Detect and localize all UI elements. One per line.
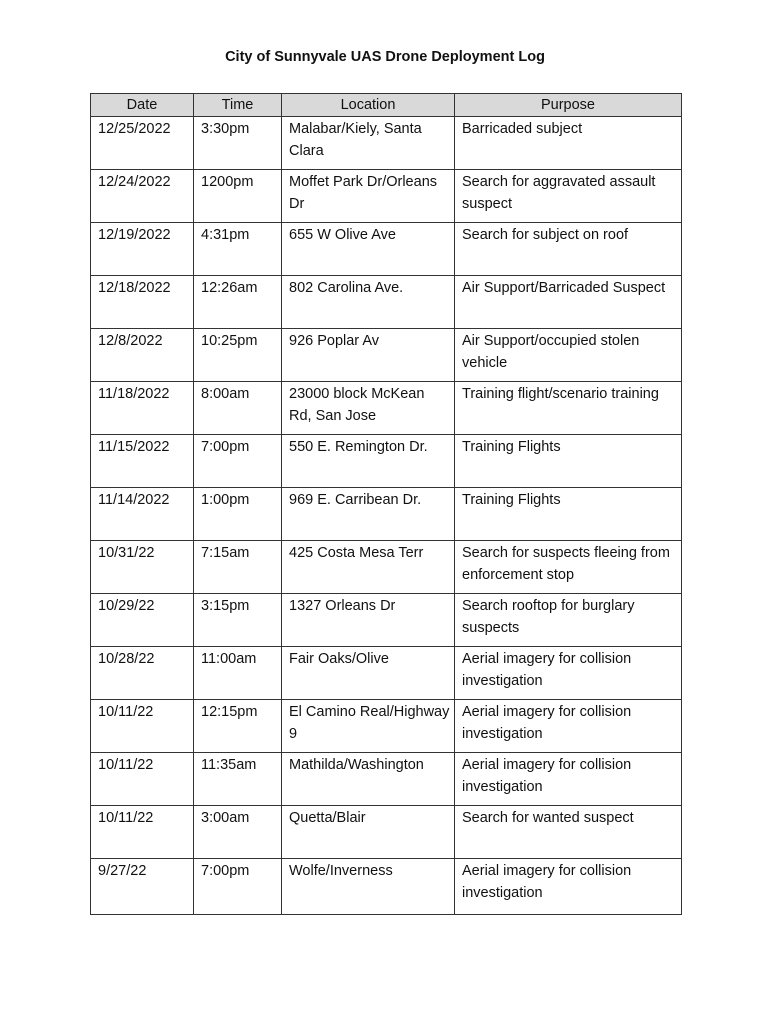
cell-date: 10/11/22 [91, 753, 194, 806]
cell-location: 926 Poplar Av [282, 329, 455, 382]
table-row [91, 753, 682, 806]
cell-time: 3:00am [194, 806, 282, 859]
deployment-log-table [90, 93, 682, 915]
cell-date: 11/18/2022 [91, 382, 194, 435]
table-row [91, 382, 682, 435]
cell-purpose: Aerial imagery for collision investigation [455, 753, 682, 806]
cell-date: 12/25/2022 [91, 117, 194, 170]
cell-date: 11/14/2022 [91, 488, 194, 541]
table-row [91, 329, 682, 382]
cell-location: 425 Costa Mesa Terr [282, 541, 455, 594]
cell-location: 550 E. Remington Dr. [282, 435, 455, 488]
cell-location: Fair Oaks/Olive [282, 647, 455, 700]
cell-time: 12:15pm [194, 700, 282, 753]
cell-purpose: Search rooftop for burglary suspects [455, 594, 682, 647]
cell-time: 3:15pm [194, 594, 282, 647]
cell-purpose: Search for suspects fleeing from enforcement stop [455, 541, 682, 594]
cell-purpose: Search for wanted suspect [455, 806, 682, 859]
table-row [91, 223, 682, 276]
cell-purpose: Aerial imagery for collision investigation [455, 647, 682, 700]
cell-location: Moffet Park Dr/Orleans Dr [282, 170, 455, 223]
cell-location: 23000 block McKean Rd, San Jose [282, 382, 455, 435]
cell-date: 9/27/22 [91, 859, 194, 915]
cell-date: 11/15/2022 [91, 435, 194, 488]
cell-date: 12/19/2022 [91, 223, 194, 276]
cell-date: 12/24/2022 [91, 170, 194, 223]
cell-location: 802 Carolina Ave. [282, 276, 455, 329]
cell-purpose: Aerial imagery for collision investigation [455, 700, 682, 753]
header-location: Location [282, 94, 455, 117]
table-row [91, 700, 682, 753]
cell-time: 10:25pm [194, 329, 282, 382]
cell-purpose: Search for aggravated assault suspect [455, 170, 682, 223]
cell-purpose: Air Support/Barricaded Suspect [455, 276, 682, 329]
cell-time: 11:35am [194, 753, 282, 806]
cell-time: 11:00am [194, 647, 282, 700]
cell-date: 10/11/22 [91, 700, 194, 753]
cell-location: 655 W Olive Ave [282, 223, 455, 276]
cell-time: 8:00am [194, 382, 282, 435]
table-body [91, 117, 682, 915]
cell-date: 10/29/22 [91, 594, 194, 647]
cell-time: 1:00pm [194, 488, 282, 541]
cell-purpose: Air Support/occupied stolen vehicle [455, 329, 682, 382]
header-time: Time [194, 94, 282, 117]
cell-time: 7:00pm [194, 859, 282, 915]
cell-date: 10/11/22 [91, 806, 194, 859]
cell-date: 12/18/2022 [91, 276, 194, 329]
cell-location: Mathilda/Washington [282, 753, 455, 806]
cell-time: 3:30pm [194, 117, 282, 170]
table-row [91, 541, 682, 594]
table-row [91, 276, 682, 329]
cell-time: 1200pm [194, 170, 282, 223]
header-date: Date [91, 94, 194, 117]
cell-location: Malabar/Kiely, Santa Clara [282, 117, 455, 170]
cell-time: 12:26am [194, 276, 282, 329]
cell-time: 7:15am [194, 541, 282, 594]
table-row [91, 488, 682, 541]
cell-location: 969 E. Carribean Dr. [282, 488, 455, 541]
cell-date: 10/31/22 [91, 541, 194, 594]
cell-purpose: Search for subject on roof [455, 223, 682, 276]
cell-date: 10/28/22 [91, 647, 194, 700]
document-title: City of Sunnyvale UAS Drone Deployment Log [225, 49, 545, 65]
cell-purpose: Aerial imagery for collision investigation [455, 859, 682, 915]
table-row [91, 806, 682, 859]
cell-purpose: Training Flights [455, 488, 682, 541]
cell-location: El Camino Real/Highway 9 [282, 700, 455, 753]
cell-purpose: Training Flights [455, 435, 682, 488]
cell-location: Quetta/Blair [282, 806, 455, 859]
cell-date: 12/8/2022 [91, 329, 194, 382]
cell-time: 4:31pm [194, 223, 282, 276]
cell-purpose: Training flight/scenario training [455, 382, 682, 435]
cell-purpose: Barricaded subject [455, 117, 682, 170]
table-header [91, 94, 682, 117]
table-row [91, 170, 682, 223]
table-row [91, 647, 682, 700]
table-row [91, 117, 682, 170]
cell-location: Wolfe/Inverness [282, 859, 455, 915]
header-purpose: Purpose [455, 94, 682, 117]
table-row [91, 594, 682, 647]
header-row [91, 94, 682, 117]
table-row [91, 435, 682, 488]
cell-location: 1327 Orleans Dr [282, 594, 455, 647]
table-row [91, 859, 682, 915]
cell-time: 7:00pm [194, 435, 282, 488]
